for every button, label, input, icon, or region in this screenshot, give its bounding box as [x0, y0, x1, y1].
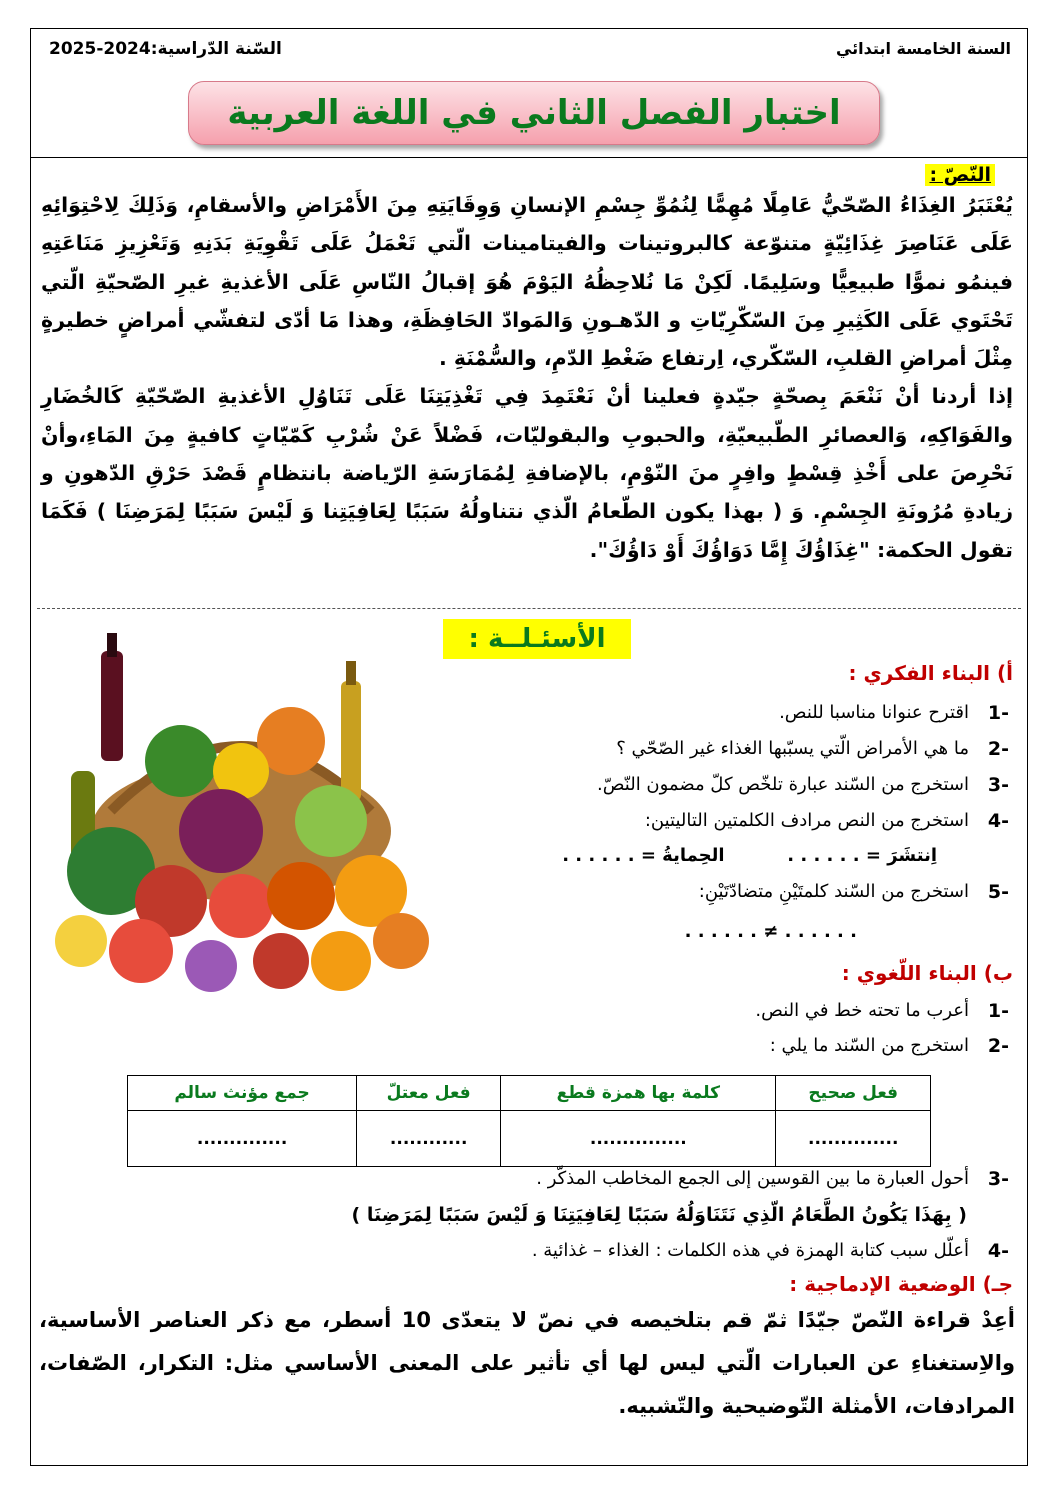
table-cell[interactable]: ..............	[128, 1111, 357, 1167]
table-cell[interactable]: ............	[357, 1111, 501, 1167]
antonyms-line: . . . . . . ≠ . . . . . .	[684, 921, 857, 942]
table-header-row	[128, 1076, 931, 1111]
question-a1-number: 1-	[987, 702, 1009, 724]
quote-line: ( بِهَذَا يَكُونُ الطَّعَامُ الّذِي نَتَنَاوَلُهُ سَبَبًا لِعَافِيَتِنَا وَ لَيْسَ سَبَبًا لِمَرَضِنَا )	[351, 1204, 967, 1226]
exam-header	[31, 29, 1027, 158]
text-paragraph-1: يُعْتَبَرُ الغِذَاءُ الصّحّيُّ عَامِلًا مُهِمًّا لِنُمُوِّ جِسْمِ الإنسانِ وَوِقَايَتِهِ مِنَ الأَمْرَاضِ والأسقامِ، وَذَلِكَ لِاحْتِوَائِهِ عَلَى عَنَاصِرَ غِذَائِيّةٍ متنوّعة كالبروتينات والفيتامينات الّتي تَعْمَلُ عَلَى تَقْوِيَةِ بَدَنِهِ وَتَعْزِيزِ مَنَاعَتِهِ فينمُو نموًّا طبيعِيًّا وسَلِيمًا. لَكِنْ مَا نُلاحِظُهُ اليَوْمَ هُوَ إقبالُ النّاسِ عَلَى الأغذيةِ غيرِ الصّحيّةِ الّتي تَحْتَوي عَلَى الكَثِيرِ مِنَ السّكّرِيّاتِ و الدّهـونِ وَالمَوادّ الحَافِظَةِ، وهذا مَا أدّى لتفشّي أمراضٍ خطيرةٍ مِثْلَ أمراضِ القلبِ، السّكّري، اِرتفاع ضَغْطِ الدّمِ، والسُّمْنَةِ .	[41, 193, 1013, 371]
table-row	[128, 1111, 931, 1167]
section-divider	[37, 608, 1021, 609]
question-a3: استخرج من السّند عبارة تلخّص كلّ مضمون النّصّ.	[597, 774, 969, 795]
questions-title: الأسئـلــة :	[443, 619, 631, 659]
text-label: النّصّ :	[925, 164, 995, 186]
question-a2-number: 2-	[987, 738, 1009, 760]
question-a5-number: 5-	[987, 881, 1009, 903]
table-cell[interactable]: ..............	[776, 1111, 931, 1167]
table-header: كلمة بها همزة قطع	[501, 1076, 776, 1111]
section-a-heading: أ) البناء الفكري :	[848, 661, 1013, 685]
exam-page	[30, 28, 1028, 1466]
school-year-label: السّنة الدّراسية:2024-2025	[49, 39, 282, 59]
question-b3-number: 3-	[987, 1168, 1009, 1190]
question-b2-number: 2-	[987, 1035, 1009, 1057]
synonyms-line: اِنتشَرَ = . . . . . . الحِمايةُ = . . . . . .	[562, 845, 937, 866]
question-a5: استخرج من السّند كلمتَيْنِ متضادّتَيْنِ:	[698, 881, 969, 902]
question-b1-number: 1-	[987, 1000, 1009, 1022]
reading-text	[41, 164, 1013, 569]
text-paragraph-2: إذا أردنا أنْ نَنْعَمَ بِصحّةٍ جيّدةٍ فعلينا أنْ نَعْتَمِدَ فِي تَغْذِيَتِنَا عَلَى تَنَاوُلِ الأغذيةِ الصّحّيّةِ كَالخُضَارِ والفَوَاكِهِ، وَالعصائرِ الطّبيعيّةِ، والحبوبِ والبقوليّات، فَضْلاً عَنْ شُرْبِ كَمّيّاتٍ كافيةٍ مِنَ المَاءِ،وأنْ نَحْرِصَ على أَخْذِ قِسْطٍ وافِرٍ منَ النّوْمِ، بالإضافةِ لِمُمَارَسَةِ الرّياضة بانتظامٍ قَصْدَ حَرْقِ الدّهونِ و زيادةِ مُرُونَةِ الجِسْمِ. وَ ( بهذا يكون الطّعامُ الّذي نتناولُهُ سَبَبًا لِعَافِيَتِنا وَ لَيْسَ سَبَبًا لِمَرَضِنَا ) فَكَمَا تقول الحكمة: "غِذَاؤُكَ إِمَّا دَوَاؤُكَ أَوْ دَاؤُكَ".	[41, 384, 1013, 562]
table-header: فعل صحيح	[776, 1076, 931, 1111]
question-a3-number: 3-	[987, 774, 1009, 796]
question-b4-number: 4-	[987, 1240, 1009, 1262]
grade-label: السنة الخامسة ابتدائي	[835, 39, 1011, 58]
question-a1: اقترح عنوانا مناسبا للنص.	[779, 702, 969, 723]
integration-task: أعِدْ قراءة النّصّ جيّدًا ثمّ قم بتلخيصه في نصّ لا يتعدّى 10 أسطر، مع ذكر العناصر الأساسية، والاِستغناءِ عن العبارات الّتي ليس لها أي تأثير على المعنى الأساسي مثل: التكرار، الصّفات، المرادفات، الأمثلة التّوضيحية والتّشبيه.	[39, 1308, 1015, 1418]
vegetable-basket-image	[41, 621, 431, 1013]
section-b-heading: ب) البناء اللّغوي :	[841, 961, 1013, 985]
exam-title: اختبار الفصل الثاني في اللغة العربية	[188, 81, 880, 145]
question-a4-number: 4-	[987, 810, 1009, 832]
question-a2: ما هي الأمراض الّتي يسبّبها الغذاء غير الصّحّي ؟	[616, 738, 969, 759]
extraction-table	[127, 1075, 931, 1167]
section-c-heading: جـ) الوضعية الإدماجية :	[789, 1272, 1013, 1296]
table-header: فعل معتلّ	[357, 1076, 501, 1111]
question-b4: أعلّل سبب كتابة الهمزة في هذه الكلمات : الغذاء – غذائية .	[531, 1240, 969, 1261]
question-b1: أعرب ما تحته خط في النص.	[755, 1000, 969, 1021]
question-b3: أحول العبارة ما بين القوسين إلى الجمع المخاطب المذكّر .	[536, 1168, 969, 1189]
table-header: جمع مؤنث سالم	[128, 1076, 357, 1111]
question-b2: استخرج من السّند ما يلي :	[769, 1035, 969, 1056]
table-cell[interactable]: ...............	[501, 1111, 776, 1167]
question-a4: استخرج من النص مرادف الكلمتين التاليتين:	[644, 810, 969, 831]
